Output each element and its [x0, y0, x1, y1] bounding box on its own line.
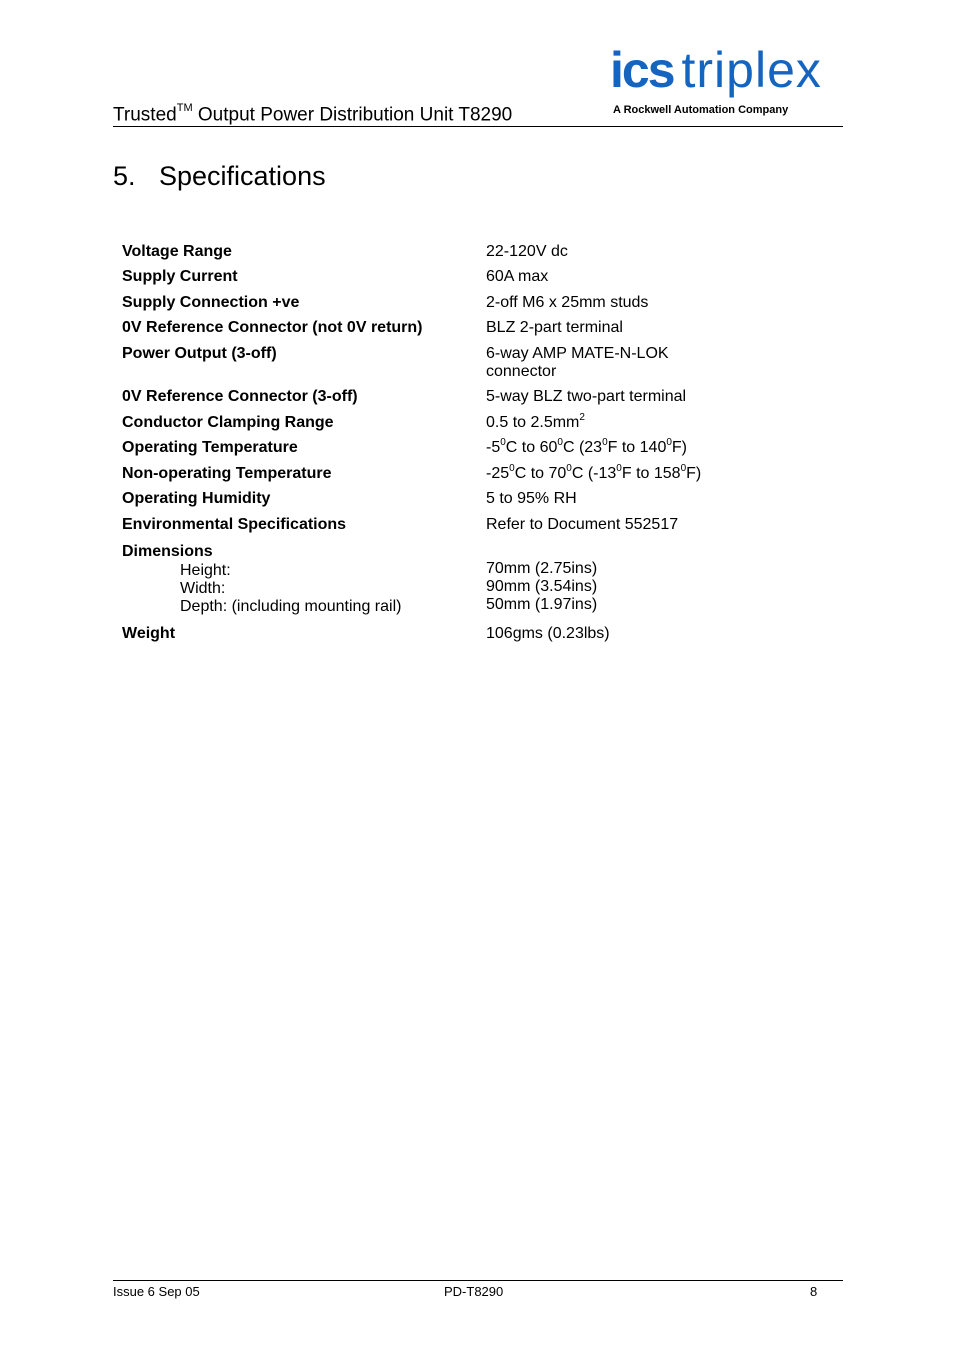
- value-text: 0.5 to 2.5mm: [486, 414, 580, 431]
- company-logo: [610, 42, 844, 116]
- section-title: Specifications: [159, 161, 326, 191]
- spec-value: [486, 462, 702, 483]
- value-text: C (23: [562, 439, 603, 456]
- section-heading: [113, 160, 326, 192]
- value-text: C to 60: [505, 439, 558, 456]
- footer-divider: [113, 1280, 843, 1281]
- tagline-brand: Rockwell Automation: [623, 104, 736, 116]
- tagline-company: Company: [735, 104, 789, 116]
- value-text: F to 140: [607, 439, 667, 456]
- spec-label: Dimensions: [122, 543, 213, 560]
- value-text: -5: [486, 439, 501, 456]
- spec-label: Environmental Specifications: [122, 516, 347, 533]
- footer-issue: Issue 6 Sep 05: [113, 1284, 200, 1299]
- dimension-value: 50mm (1.97ins): [486, 596, 598, 613]
- dimension-name: Depth: (including mounting rail): [180, 598, 402, 615]
- tagline-a: A: [613, 104, 624, 116]
- value-text: F): [671, 439, 688, 456]
- spec-value: 22-120V dc: [486, 243, 568, 260]
- spec-label: 0V Reference Connector (3-off): [122, 388, 358, 405]
- dimension-value: 70mm (2.75ins): [486, 560, 598, 577]
- logo-tagline: [613, 104, 788, 116]
- spec-value: 5 to 95% RH: [486, 490, 577, 507]
- spec-label: Weight: [122, 625, 176, 642]
- spec-label: Operating Temperature: [122, 439, 298, 456]
- spec-value: 60A max: [486, 268, 549, 285]
- spec-label: Operating Humidity: [122, 490, 271, 507]
- spec-value: 2-off M6 x 25mm studs: [486, 294, 649, 311]
- spec-label: Voltage Range: [122, 243, 232, 260]
- spec-value: [486, 436, 688, 457]
- logo-wordmark: [610, 44, 844, 96]
- value-text: C to 70: [514, 465, 567, 482]
- value-text: -25: [486, 465, 510, 482]
- dimension-value: 90mm (3.54ins): [486, 578, 598, 595]
- logo-triplex: triplex: [681, 42, 822, 98]
- spec-value: 6-way AMP MATE-N-LOK: [486, 345, 669, 362]
- logo-ics: ics: [610, 42, 674, 98]
- title-prefix: Trusted: [113, 104, 177, 126]
- dimension-name: Height:: [180, 562, 231, 579]
- degree-mark: 0: [500, 436, 506, 448]
- degree-mark: 0: [602, 436, 608, 448]
- section-number: 5.: [113, 161, 136, 191]
- spec-label: Supply Connection +ve: [122, 294, 300, 311]
- title-suffix: Output Power Distribution Unit T8290: [192, 104, 513, 126]
- degree-mark: 0: [666, 436, 672, 448]
- degree-mark: 0: [557, 436, 563, 448]
- header-divider: [113, 126, 843, 127]
- spec-value: [486, 411, 585, 432]
- page-number: 8: [810, 1284, 818, 1299]
- spec-label: Power Output (3-off): [122, 345, 277, 362]
- spec-label: Non-operating Temperature: [122, 465, 332, 482]
- spec-value: Refer to Document 552517: [486, 516, 679, 533]
- spec-value: 5-way BLZ two-part terminal: [486, 388, 687, 405]
- degree-mark: 0: [616, 462, 622, 474]
- spec-value-line2: connector: [486, 363, 557, 380]
- document-title: [113, 98, 512, 127]
- spec-label: 0V Reference Connector (not 0V return): [122, 319, 423, 336]
- spec-label: Supply Current: [122, 268, 238, 285]
- value-text: C (-13: [571, 465, 617, 482]
- value-text: F to 158: [621, 465, 681, 482]
- dimension-name: Width:: [180, 580, 226, 597]
- degree-mark: 0: [566, 462, 572, 474]
- superscript: 2: [579, 411, 585, 423]
- spec-label: Conductor Clamping Range: [122, 414, 334, 431]
- trademark-mark: TM: [176, 102, 193, 114]
- footer-doc-id: PD-T8290: [444, 1284, 504, 1299]
- degree-mark: 0: [680, 462, 687, 474]
- spec-value: 106gms (0.23lbs): [486, 625, 610, 642]
- spec-value: BLZ 2-part terminal: [486, 319, 623, 336]
- value-text: F): [686, 465, 702, 482]
- degree-mark: 0: [509, 462, 515, 474]
